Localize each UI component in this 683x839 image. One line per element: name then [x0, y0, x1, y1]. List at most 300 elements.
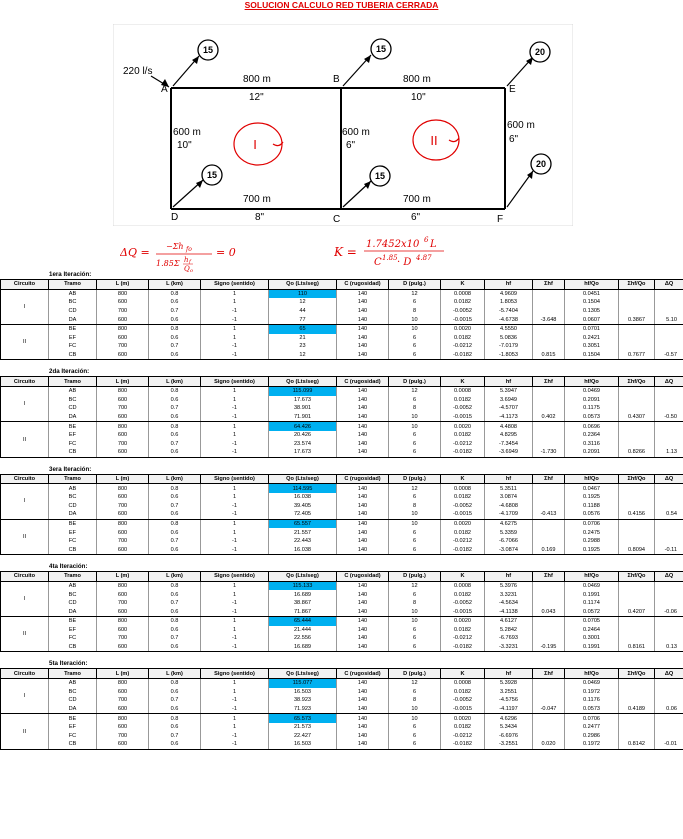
table-cell — [655, 307, 683, 316]
column-header: Qo (Lts/seg) — [269, 280, 337, 290]
table-cell: FC — [49, 634, 97, 643]
table-cell: 65.557 — [269, 519, 337, 528]
table-cell: -0.0182 — [441, 545, 485, 554]
table-cell: BE — [49, 714, 97, 723]
table-cell: 0.0020 — [441, 422, 485, 431]
table-cell — [533, 732, 565, 741]
table-cell: 0.3867 — [619, 315, 655, 324]
table-cell: 600 — [97, 334, 149, 343]
iteration-table — [0, 571, 683, 652]
iterations-container — [0, 270, 683, 757]
table-cell: -1 — [201, 342, 269, 351]
table-cell: 600 — [97, 705, 149, 714]
loop-ii-label: II — [430, 133, 438, 148]
table-cell: -6.7693 — [485, 634, 533, 643]
node-c: C — [333, 214, 341, 225]
table-cell: 16.689 — [269, 643, 337, 652]
table-cell: 1 — [201, 324, 269, 333]
column-header: hf — [485, 669, 533, 679]
table-cell: 0.1925 — [565, 545, 619, 554]
table-cell: 5.3359 — [485, 528, 533, 537]
table-cell — [619, 723, 655, 732]
table-cell: 0.4156 — [619, 510, 655, 519]
table-cell: 140 — [337, 545, 389, 554]
circuit-cell: I — [1, 289, 49, 324]
table-cell — [533, 396, 565, 405]
table-cell — [655, 440, 683, 449]
table-cell: 0.6 — [149, 315, 201, 324]
table-cell — [533, 678, 565, 687]
table-cell: 71.867 — [269, 607, 337, 616]
table-cell: 1 — [201, 422, 269, 431]
table-cell: 800 — [97, 678, 149, 687]
k-formula-svg — [334, 236, 464, 270]
table-cell: -0.195 — [533, 643, 565, 652]
table-cell: 800 — [97, 484, 149, 493]
column-header: hf/Qo — [565, 280, 619, 290]
table-cell — [655, 484, 683, 493]
table-row — [1, 537, 683, 546]
table-cell: 6 — [389, 740, 441, 749]
table-cell: 4.8295 — [485, 431, 533, 440]
iteration-table — [0, 376, 683, 457]
column-header: C (rugosidad) — [337, 572, 389, 582]
table-cell: 0.0467 — [565, 484, 619, 493]
delta-q-formula-svg — [120, 238, 250, 272]
table-cell: -1 — [201, 440, 269, 449]
column-header: Circuito — [1, 669, 49, 679]
column-header: Ʃhf/Qo — [619, 280, 655, 290]
table-cell — [619, 440, 655, 449]
table-cell: -0.0182 — [441, 351, 485, 360]
table-cell: 0.0020 — [441, 324, 485, 333]
table-cell: 8 — [389, 696, 441, 705]
table-cell: -4.5634 — [485, 599, 533, 608]
column-header: Circuito — [1, 572, 49, 582]
table-cell: 700 — [97, 404, 149, 413]
table-row — [1, 413, 683, 422]
table-cell: 0.8 — [149, 422, 201, 431]
table-cell: 16.038 — [269, 493, 337, 502]
table-cell — [533, 696, 565, 705]
table-cell: 0.7 — [149, 307, 201, 316]
table-cell: 5.3928 — [485, 678, 533, 687]
table-row — [1, 590, 683, 599]
table-cell: 3.3231 — [485, 590, 533, 599]
svg-text:6: 6 — [424, 236, 429, 244]
table-cell: 1.13 — [655, 448, 683, 457]
column-header: C (rugosidad) — [337, 669, 389, 679]
table-cell: EF — [49, 528, 97, 537]
column-header: Qo (Lts/seg) — [269, 474, 337, 484]
iteration-label: 1era Iteración: — [49, 271, 92, 278]
table-cell — [655, 581, 683, 590]
table-cell: 600 — [97, 528, 149, 537]
table-cell — [619, 501, 655, 510]
column-header: L (km) — [149, 280, 201, 290]
table-cell: 140 — [337, 696, 389, 705]
table-cell: 600 — [97, 493, 149, 502]
table-cell: 0.6 — [149, 528, 201, 537]
table-cell — [619, 581, 655, 590]
table-cell: 700 — [97, 634, 149, 643]
table-cell: 4.5550 — [485, 324, 533, 333]
table-row — [1, 678, 683, 687]
svg-text:K =: K = — [334, 245, 357, 259]
table-row — [1, 688, 683, 697]
table-cell — [533, 537, 565, 546]
table-cell: 0.0008 — [441, 581, 485, 590]
table-cell: -6.7066 — [485, 537, 533, 546]
table-cell: EF — [49, 334, 97, 343]
demand-b: 15 — [375, 44, 387, 54]
demand-f: 20 — [535, 159, 547, 169]
table-cell: 38.901 — [269, 404, 337, 413]
table-cell: AB — [49, 386, 97, 395]
table-cell: 700 — [97, 537, 149, 546]
table-cell: 10 — [389, 422, 441, 431]
table-cell: 140 — [337, 493, 389, 502]
table-cell: 115.077 — [269, 678, 337, 687]
table-cell — [655, 342, 683, 351]
table-cell: -4.5756 — [485, 696, 533, 705]
column-header: L (km) — [149, 474, 201, 484]
table-cell: 0.6 — [149, 590, 201, 599]
table-cell: -0.0212 — [441, 440, 485, 449]
table-cell — [619, 484, 655, 493]
table-cell — [655, 678, 683, 687]
table-cell: 700 — [97, 307, 149, 316]
table-cell: 600 — [97, 607, 149, 616]
table-cell: 0.1972 — [565, 688, 619, 697]
table-cell: 0.06 — [655, 705, 683, 714]
table-cell — [655, 431, 683, 440]
column-header: Signo (sentido) — [201, 377, 269, 387]
table-row — [1, 510, 683, 519]
table-cell: 0.1174 — [565, 599, 619, 608]
column-header: Ʃhf/Qo — [619, 377, 655, 387]
table-cell: EF — [49, 723, 97, 732]
column-header: Circuito — [1, 280, 49, 290]
table-cell: 1 — [201, 298, 269, 307]
table-cell: 39.405 — [269, 501, 337, 510]
table-cell: 3.0874 — [485, 493, 533, 502]
table-cell: 140 — [337, 289, 389, 298]
table-cell: 700 — [97, 501, 149, 510]
table-cell: 6 — [389, 634, 441, 643]
table-cell: 0.0020 — [441, 617, 485, 626]
table-cell: 1.8053 — [485, 298, 533, 307]
table-cell: 0.0607 — [565, 315, 619, 324]
table-cell: 8 — [389, 501, 441, 510]
table-cell: 600 — [97, 351, 149, 360]
table-cell: -0.0015 — [441, 607, 485, 616]
table-cell: 140 — [337, 351, 389, 360]
table-cell — [533, 404, 565, 413]
table-cell: 38.867 — [269, 599, 337, 608]
table-cell: AB — [49, 581, 97, 590]
table-row — [1, 634, 683, 643]
table-row — [1, 404, 683, 413]
table-row — [1, 643, 683, 652]
column-header: D (pulg.) — [389, 280, 441, 290]
table-cell: -0.0182 — [441, 643, 485, 652]
table-cell — [655, 599, 683, 608]
table-cell: 140 — [337, 422, 389, 431]
table-row — [1, 696, 683, 705]
table-cell: 700 — [97, 440, 149, 449]
column-header: L (km) — [149, 669, 201, 679]
table-cell: -1 — [201, 599, 269, 608]
table-cell: 6 — [389, 396, 441, 405]
table-cell: 1 — [201, 289, 269, 298]
circuit-cell: I — [1, 678, 49, 713]
table-cell — [655, 696, 683, 705]
table-cell — [655, 626, 683, 635]
table-cell: 0.6 — [149, 723, 201, 732]
table-cell: 0.6 — [149, 493, 201, 502]
table-cell: 600 — [97, 448, 149, 457]
table-cell — [619, 528, 655, 537]
table-cell: 0.020 — [533, 740, 565, 749]
column-header: L (km) — [149, 377, 201, 387]
table-cell: 0.8 — [149, 617, 201, 626]
table-cell: 77 — [269, 315, 337, 324]
table-cell: 140 — [337, 599, 389, 608]
table-cell: 0.1504 — [565, 351, 619, 360]
table-cell: 4.6296 — [485, 714, 533, 723]
table-cell: -0.0052 — [441, 404, 485, 413]
table-cell: DA — [49, 705, 97, 714]
table-header-row — [1, 280, 683, 290]
table-cell: 17.673 — [269, 396, 337, 405]
table-cell — [619, 386, 655, 395]
table-cell: 0.7 — [149, 342, 201, 351]
table-cell: 17.673 — [269, 448, 337, 457]
table-cell: -3.2551 — [485, 740, 533, 749]
table-row — [1, 626, 683, 635]
table-cell: 6 — [389, 528, 441, 537]
table-cell: -0.0212 — [441, 634, 485, 643]
table-cell — [655, 324, 683, 333]
column-header: L (m) — [97, 572, 149, 582]
table-cell: BE — [49, 617, 97, 626]
table-cell: AB — [49, 678, 97, 687]
table-cell: 1 — [201, 617, 269, 626]
table-row — [1, 617, 683, 626]
table-cell: -5.7404 — [485, 307, 533, 316]
table-cell: 0.043 — [533, 607, 565, 616]
table-cell: 6 — [389, 545, 441, 554]
table-cell: 600 — [97, 626, 149, 635]
table-cell: 140 — [337, 334, 389, 343]
iteration-label: 5ta Iteración: — [49, 660, 88, 668]
column-header: Tramo — [49, 572, 97, 582]
table-cell: 0.169 — [533, 545, 565, 554]
table-cell: -0.0052 — [441, 599, 485, 608]
table-cell: 0.0020 — [441, 714, 485, 723]
pipe-ef-length: 600 m — [507, 120, 535, 131]
table-cell — [533, 626, 565, 635]
table-cell: -1 — [201, 510, 269, 519]
table-cell: 6 — [389, 723, 441, 732]
table-cell: 0.13 — [655, 643, 683, 652]
svg-text:f: f — [189, 259, 191, 265]
table-cell: 700 — [97, 696, 149, 705]
table-row — [1, 714, 683, 723]
table-cell: 115.099 — [269, 386, 337, 395]
table-cell: 700 — [97, 732, 149, 741]
table-cell: 600 — [97, 413, 149, 422]
table-cell: 600 — [97, 723, 149, 732]
table-cell: 800 — [97, 617, 149, 626]
table-cell: 0.0008 — [441, 386, 485, 395]
table-row — [1, 484, 683, 493]
table-cell — [533, 298, 565, 307]
column-header: D (pulg.) — [389, 474, 441, 484]
table-cell: 0.54 — [655, 510, 683, 519]
table-cell: 0.4189 — [619, 705, 655, 714]
table-cell: 22.427 — [269, 732, 337, 741]
table-cell: FC — [49, 342, 97, 351]
table-cell — [655, 334, 683, 343]
table-cell: 0.0696 — [565, 422, 619, 431]
table-cell: -1.8053 — [485, 351, 533, 360]
table-cell — [619, 342, 655, 351]
column-header: Tramo — [49, 280, 97, 290]
table-cell: 140 — [337, 324, 389, 333]
table-cell: 140 — [337, 386, 389, 395]
table-cell: 800 — [97, 386, 149, 395]
pipe-ad-diameter: 10" — [177, 140, 192, 151]
table-cell — [533, 617, 565, 626]
table-cell: 12 — [389, 484, 441, 493]
table-cell: 21.444 — [269, 626, 337, 635]
table-row — [1, 723, 683, 732]
table-cell: -1 — [201, 315, 269, 324]
table-cell: 0.0706 — [565, 519, 619, 528]
table-header-row — [1, 669, 683, 679]
table-cell: 4.6127 — [485, 617, 533, 626]
demand-a: 15 — [202, 45, 214, 55]
table-cell: 0.0182 — [441, 688, 485, 697]
table-row — [1, 342, 683, 351]
table-cell: -3.0874 — [485, 545, 533, 554]
table-cell: 140 — [337, 688, 389, 697]
svg-text:−Σh: −Σh — [166, 242, 184, 251]
table-cell: 0.0008 — [441, 484, 485, 493]
table-cell: 16.503 — [269, 740, 337, 749]
table-cell — [533, 431, 565, 440]
column-header: L (m) — [97, 669, 149, 679]
node-f: F — [497, 214, 504, 225]
node-d: D — [171, 212, 179, 223]
table-cell: AB — [49, 289, 97, 298]
table-cell: 38.923 — [269, 696, 337, 705]
iteration-table — [0, 279, 683, 360]
table-cell: 5.3947 — [485, 386, 533, 395]
table-cell: -4.5707 — [485, 404, 533, 413]
table-cell: BC — [49, 493, 97, 502]
table-row — [1, 422, 683, 431]
network-diagram — [113, 24, 573, 226]
table-cell: 1 — [201, 714, 269, 723]
table-cell: 0.815 — [533, 351, 565, 360]
table-row — [1, 386, 683, 395]
table-cell: -0.0052 — [441, 307, 485, 316]
column-header: hf — [485, 572, 533, 582]
column-header: D (pulg.) — [389, 377, 441, 387]
table-cell: 12 — [389, 581, 441, 590]
inflow-label: 220 l/s — [123, 66, 153, 77]
table-cell: 114.595 — [269, 484, 337, 493]
table-cell: -0.06 — [655, 607, 683, 616]
table-cell: 0.0469 — [565, 581, 619, 590]
table-cell: 140 — [337, 581, 389, 590]
table-cell: 0.7 — [149, 599, 201, 608]
table-cell: 0.8 — [149, 581, 201, 590]
table-cell — [619, 696, 655, 705]
table-cell: 10 — [389, 324, 441, 333]
table-cell: 0.0182 — [441, 431, 485, 440]
demand-d: 15 — [206, 170, 218, 180]
table-cell: 0.8 — [149, 714, 201, 723]
table-cell: CB — [49, 448, 97, 457]
table-cell: 600 — [97, 298, 149, 307]
table-cell — [619, 334, 655, 343]
table-cell — [619, 678, 655, 687]
table-row — [1, 440, 683, 449]
table-cell: 140 — [337, 626, 389, 635]
table-row — [1, 528, 683, 537]
table-cell: -4.6808 — [485, 501, 533, 510]
table-cell — [533, 519, 565, 528]
table-cell: 140 — [337, 643, 389, 652]
table-cell: 140 — [337, 528, 389, 537]
table-cell: 10 — [389, 607, 441, 616]
pipe-ef-diameter: 6" — [509, 134, 519, 145]
table-cell: AB — [49, 484, 97, 493]
circuit-cell: I — [1, 484, 49, 519]
table-cell: 800 — [97, 289, 149, 298]
circuit-cell: II — [1, 324, 49, 359]
column-header: K — [441, 474, 485, 484]
table-cell: 0.1972 — [565, 740, 619, 749]
table-cell: 0.0706 — [565, 714, 619, 723]
table-cell: -1 — [201, 404, 269, 413]
table-cell: 0.1175 — [565, 404, 619, 413]
table-row — [1, 599, 683, 608]
table-cell: 0.8161 — [619, 643, 655, 652]
table-cell: 6 — [389, 440, 441, 449]
table-cell: 0.1188 — [565, 501, 619, 510]
table-cell — [655, 404, 683, 413]
table-row — [1, 545, 683, 554]
table-cell — [655, 289, 683, 298]
table-cell: 600 — [97, 643, 149, 652]
table-cell: 140 — [337, 440, 389, 449]
table-cell — [655, 590, 683, 599]
pipe-be-length: 800 m — [403, 74, 431, 85]
table-cell: -0.0015 — [441, 315, 485, 324]
table-cell — [533, 528, 565, 537]
table-cell: 700 — [97, 599, 149, 608]
table-cell: 16.689 — [269, 590, 337, 599]
table-cell: 1 — [201, 334, 269, 343]
table-cell: 1 — [201, 581, 269, 590]
table-cell: -0.047 — [533, 705, 565, 714]
table-cell: 5.3976 — [485, 581, 533, 590]
